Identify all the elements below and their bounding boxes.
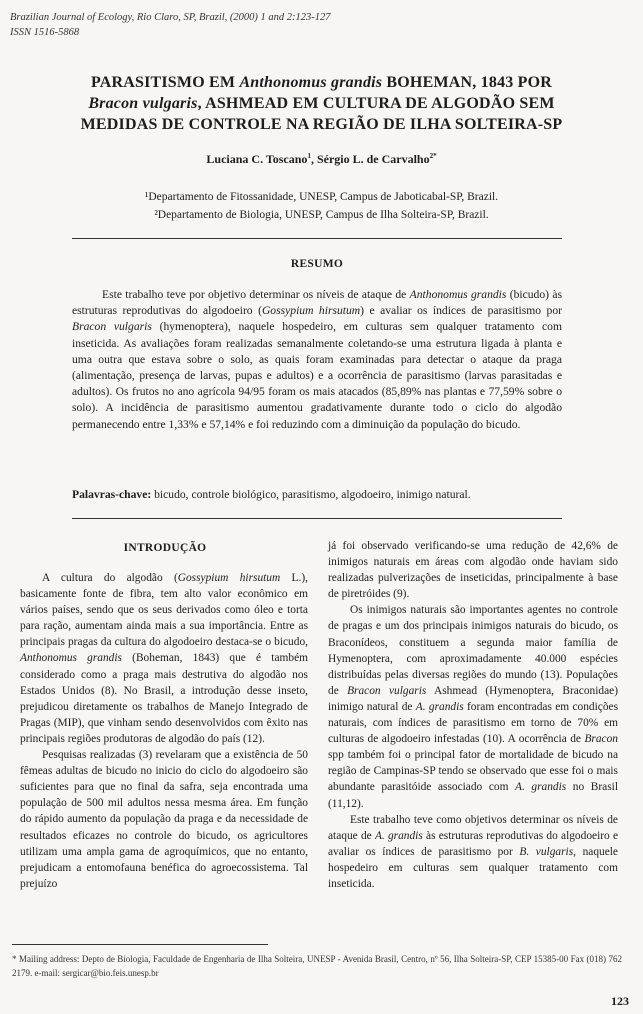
- author-list: Luciana C. Toscano$^1$, Sérgio L. de Carvalho$^{2*}$: [206, 152, 437, 166]
- affiliations: [40, 188, 603, 224]
- journal-citation: Brazilian Journal of Ecology, Rio Claro, SP, Brazil, (2000) 1 and 2:123-127: [10, 12, 331, 23]
- intro-paragraph-3: Os inimigos naturais são importantes agentes no controle de pragas e um dos principais inimigos naturais do bicudo, os Braconídeos, constituem a segunda maior família de Hymenoptera, com aproximadamente 40.000 espécies distribuídas pelas diversas regiões do mundo (13). Populações de Bracon vulgaris Ashmead (Hymenoptera, Braconidae) inimigo natural de A. grandis foram encontradas em condições naturais, com índices de parasitismo em torno de 70% em culturas de algodoeiro infestadas (10). A ocorrência de Bracon spp também foi o principal fator de mortalidade de bicudo na região de Campinas-SP tendo se observado que esse foi o mais abundante parasitóide associado com A. grandis no Brasil (11,12).: [328, 604, 619, 810]
- keywords: [72, 487, 562, 503]
- intro-paragraph-2: Pesquisas realizadas (3) revelaram que a existência de 50 fêmeas adultas de bicudo no inicio do ciclo do algodoeiro são suficientes para que no final da safra, seja encontrada uma população de 500 mil adultos nessa mesma área. Em função do rápido aumento da população da praga e da necessidade de resultados eficazes no controle do bicudo, os agricultores utilizam uma ampla gama de agroquímicos, que no entanto, prejudicam a entomofauna benéfica do agroecossistema. Tal prejuízo: [20, 749, 308, 890]
- top-divider: [72, 238, 562, 239]
- keywords-text: bicudo, controle biológico, parasitismo, algodoeiro, inimigo natural.: [151, 488, 471, 501]
- journal-issn: ISSN 1516-5868: [10, 27, 80, 38]
- intro-paragraph-4: Este trabalho teve como objetivos determinar os níveis de ataque de A. grandis às estruturas reprodutivas do algodoeiro e avaliar os índices de parasitismo por B. vulgaris, naquele hospedeiro em culturas sem qualquer tratamento com inseticida.: [328, 813, 619, 890]
- intro-paragraph-2-cont: já foi observado verificando-se uma redução de 42,6% de inimigos naturais em áreas com algodão onde haviam sido realizadas pulverizações de inseticidas, principalmente à base de piretróides (9).: [328, 540, 618, 601]
- intro-right-column: [328, 538, 618, 892]
- intro-heading: INTRODUÇÃO: [123, 542, 207, 554]
- footnote-divider: [12, 944, 268, 945]
- journal-header: [10, 10, 331, 40]
- page-number: 123: [611, 994, 629, 1008]
- affiliation-1: ¹Departamento de Fitossanidade, UNESP, Campus de Jaboticabal-SP, Brazil.: [144, 191, 499, 203]
- abstract-heading: RESUMO: [290, 258, 344, 270]
- title-species-1: Anthonomus grandis: [239, 74, 383, 91]
- title-species-2: Bracon vulgaris: [88, 95, 198, 112]
- intro-left-column: [20, 570, 308, 892]
- abstract-body: Este trabalho teve por objetivo determinar os níveis de ataque de Anthonomus grandis (bicudo) às estruturas reprodutivas do algodoeiro (Gossypium hirsutum) e avaliar os índices de parasitismo por Bracon vulgaris (hymenoptera), naquele hospedeiro, em culturas sem qualquer tratamento com inseticida. As avaliações foram realizadas semanalmente coletando-se uma estrutura ligada à planta e uma outra que estava sobre o solo, as quais foram examinadas para detectar o ataque da praga (alimentação, presença de larvas, pupas e adultos) e a ocorrência de parasitismo (larvas parasitadas e adultos). Os frutos no ano agrícola 94/95 foram os mais atacados (85,89% nas plantas e 77,59% sobre o solo). A incidência de parasitismo aumentou gradativamente durante todo o ciclo do algodão permanecendo entre 1,33% e 57,14% e foi reduzindo com a diminuição da população do bicudo.: [72, 288, 562, 431]
- author-1: Luciana C. Toscano: [206, 152, 308, 166]
- keywords-label: Palavras-chave:: [72, 488, 152, 501]
- footnote: * Mailing address: Depto de Biologia, Faculdade de Engenharia de Ilha Solteira, UNESP - Avenida Brasil, Centro, nº 56, Ilha Solteira-SP, CEP 15385-00 Fax (018) 762 2179. e-mail: sergicar@bio.feis.unesp.br: [12, 954, 622, 978]
- intro-paragraph-1: A cultura do algodão (Gossypium hirsutum L.), basicamente fonte de fibra, tem alto valor econômico em vários países, sendo que os seus derivados como óleo e torta para ração, aumentam ainda mais a sua importância. Entre as principais pragas da cultura do algodoeiro destaca-se o bicudo, Anthonomus grandis (Boheman, 1843) que é também considerado como a praga mais destrutiva do algodão nos Estados Unidos (8). No Brasil, a introdução desse inseto, prejudicou diretamente os trabalhos de Manejo Integrado de Pragas (MIP), que vinham sendo desenvolvidos com êxito nas principais regiões produtoras de algodão do país (12).: [20, 572, 309, 745]
- author-2: Sérgio L. de Carvalho: [316, 152, 430, 166]
- paper-title: PARASITISMO EM Anthonomus grandis BOHEMAN, 1843 POR Bracon vulgaris, ASHMEAD EM CULTURA DE ALGODÃO SEM MEDIDAS DE CONTROLE NA REGIÃO DE ILHA SOLTEIRA-SP: [80, 74, 563, 133]
- affiliation-2: ²Departamento de Biologia, UNESP, Campus de Ilha Solteira-SP, Brazil.: [154, 209, 489, 221]
- bottom-divider: [72, 518, 562, 519]
